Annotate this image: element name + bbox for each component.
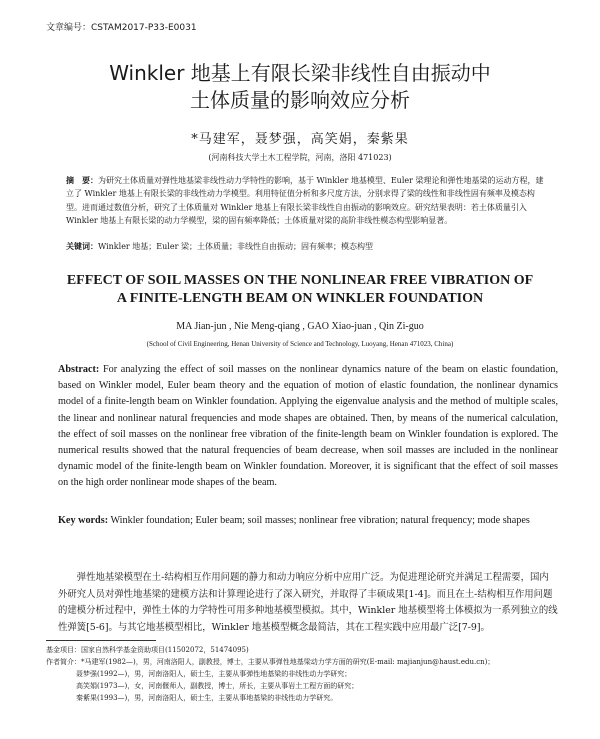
english-keywords-text: Winkler foundation; Euler beam; soil masses; nonlinear free vibration; natural frequency; mode shapes — [110, 515, 530, 526]
english-title-line-1: EFFECT OF SOIL MASSES ON THE NONLINEAR FREE VIBRATION OF — [66, 273, 534, 288]
english-abstract — [58, 362, 558, 492]
chinese-keywords — [66, 241, 548, 252]
footnote-divider — [46, 640, 156, 641]
english-affiliation: (School of Civil Engineering, Henan University of Science and Technology, Luoyang, Henan 471023, China) — [146, 340, 454, 348]
chinese-abstract — [66, 174, 548, 227]
footnote-author-2: 聂梦强(1992—)，男，河南洛阳人，硕士生，主要从事弹性地基梁的非线性动力学研究； — [76, 670, 352, 678]
chinese-title-line-2: 土体质量的影响效应分析 — [190, 88, 410, 112]
footnote-author-4: 秦紫果(1993—)，男，河南洛阳人，硕士生，主要从事地基梁的非线性动力学研究。 — [76, 694, 338, 702]
body-paragraph: 弹性地基梁模型在土-结构相互作用问题的静力和动力响应分析中应用广泛。为促进理论研究并满足工程需要，国内外研究人员对弹性地基梁的建模方法和计算理论进行了深入研究，并取得了丰硕成果[1-4]。而且在土-结构相互作用问题的建模分析过程中，弹性土体的力学特性可用多种地基模型模拟。其中，Winkler 地基模型将土体模拟为一系列独立的线性弹簧[5-6]。与其它地基模型相比，Winkler 地基模型概念最简洁，其在工程实践中应用最广泛[7-9]。 — [58, 572, 558, 633]
chinese-title-line-1: Winkler 地基上有限长梁非线性自由振动中 — [109, 61, 491, 85]
chinese-authors: *马建军，聂梦强，高笑娟，秦紫果 — [191, 132, 409, 147]
english-abstract-label: Abstract: — [58, 364, 100, 375]
chinese-keywords-text: Winkler 地基；Euler 梁；土体质量；非线性自由振动；固有频率；模态构型 — [98, 242, 373, 251]
chinese-keywords-label: 关键词： — [66, 241, 98, 251]
english-title-line-2: A FINITE-LENGTH BEAM ON WINKLER FOUNDATION — [116, 291, 484, 306]
english-keywords-label: Key words: — [58, 515, 109, 526]
english-keywords — [58, 513, 558, 529]
chinese-affiliation: (河南科技大学土木工程学院，河南，洛阳 471023) — [208, 153, 392, 162]
chinese-abstract-text: 为研究土体质量对弹性地基梁非线性动力学特性的影响，基于 Winkler 地基模型、Euler 梁理论和弹性地基梁的运动方程，建立了 Winkler 地基上有限长梁的非线性动力学模型。利用特征值分析和多尺度方法，分别求得了梁的线性和非线性固有频率及模态构型。进而通过数值分析，研究了土体质量对 Winkler 地基上有限长梁非线性自由振动的影响效应。研究结果表明：若土体质量引入 Winkler 地基上有限长梁的动力学模型，梁的固有频率降低；土体质量对梁的高阶非线性模态构型影响显著。 — [66, 176, 544, 225]
english-authors: MA Jian-jun , Nie Meng-qiang , GAO Xiao-juan , Qin Zi-guo — [176, 321, 424, 332]
english-abstract-text: For analyzing the effect of soil masses on the nonlinear dynamics nature of the beam on elastic foundation, based on Winkler model, Euler beam theory and the equation of motion of elastic foundation, the nonlinear dynamics model of a finite-length beam on Winkler foundation. Applying the eigenvalue analysis and the method of multiple scales, the linear and nonlinear natural frequencies and mode shapes are obtained. Then, by means of the numerical calculation, the effect of soil masses on the nonlinear free vibration of the finite-length beam on Winkler foundation is explored. The numerical results showed that the natural frequencies of beam decrease, when soil masses are included in the nonlinear dynamic model of the finite-length beam on Winkler foundation. Moreover, it is significant that the effect of soil masses on the high order nonlinear mode shapes of the beam. — [58, 364, 558, 489]
footnote-author-1: 作者简介：*马建军(1982—)，男，河南洛阳人，副教授，博士，主要从事弹性地基梁动力学方面的研究(E-mail: majianjun@haust.edu.cn)； — [46, 658, 495, 666]
chinese-abstract-label: 摘 要： — [66, 175, 98, 185]
footnote-author-3: 高笑娟(1973—)，女，河南偃师人，副教授，博士，所长，主要从事岩土工程方面的研究； — [76, 682, 359, 690]
footnote-funding: 基金项目：国家自然科学基金资助项目(11502072，51474095) — [46, 646, 249, 654]
article-number: 文章编号：CSTAM2017-P33-E0031 — [46, 23, 197, 33]
